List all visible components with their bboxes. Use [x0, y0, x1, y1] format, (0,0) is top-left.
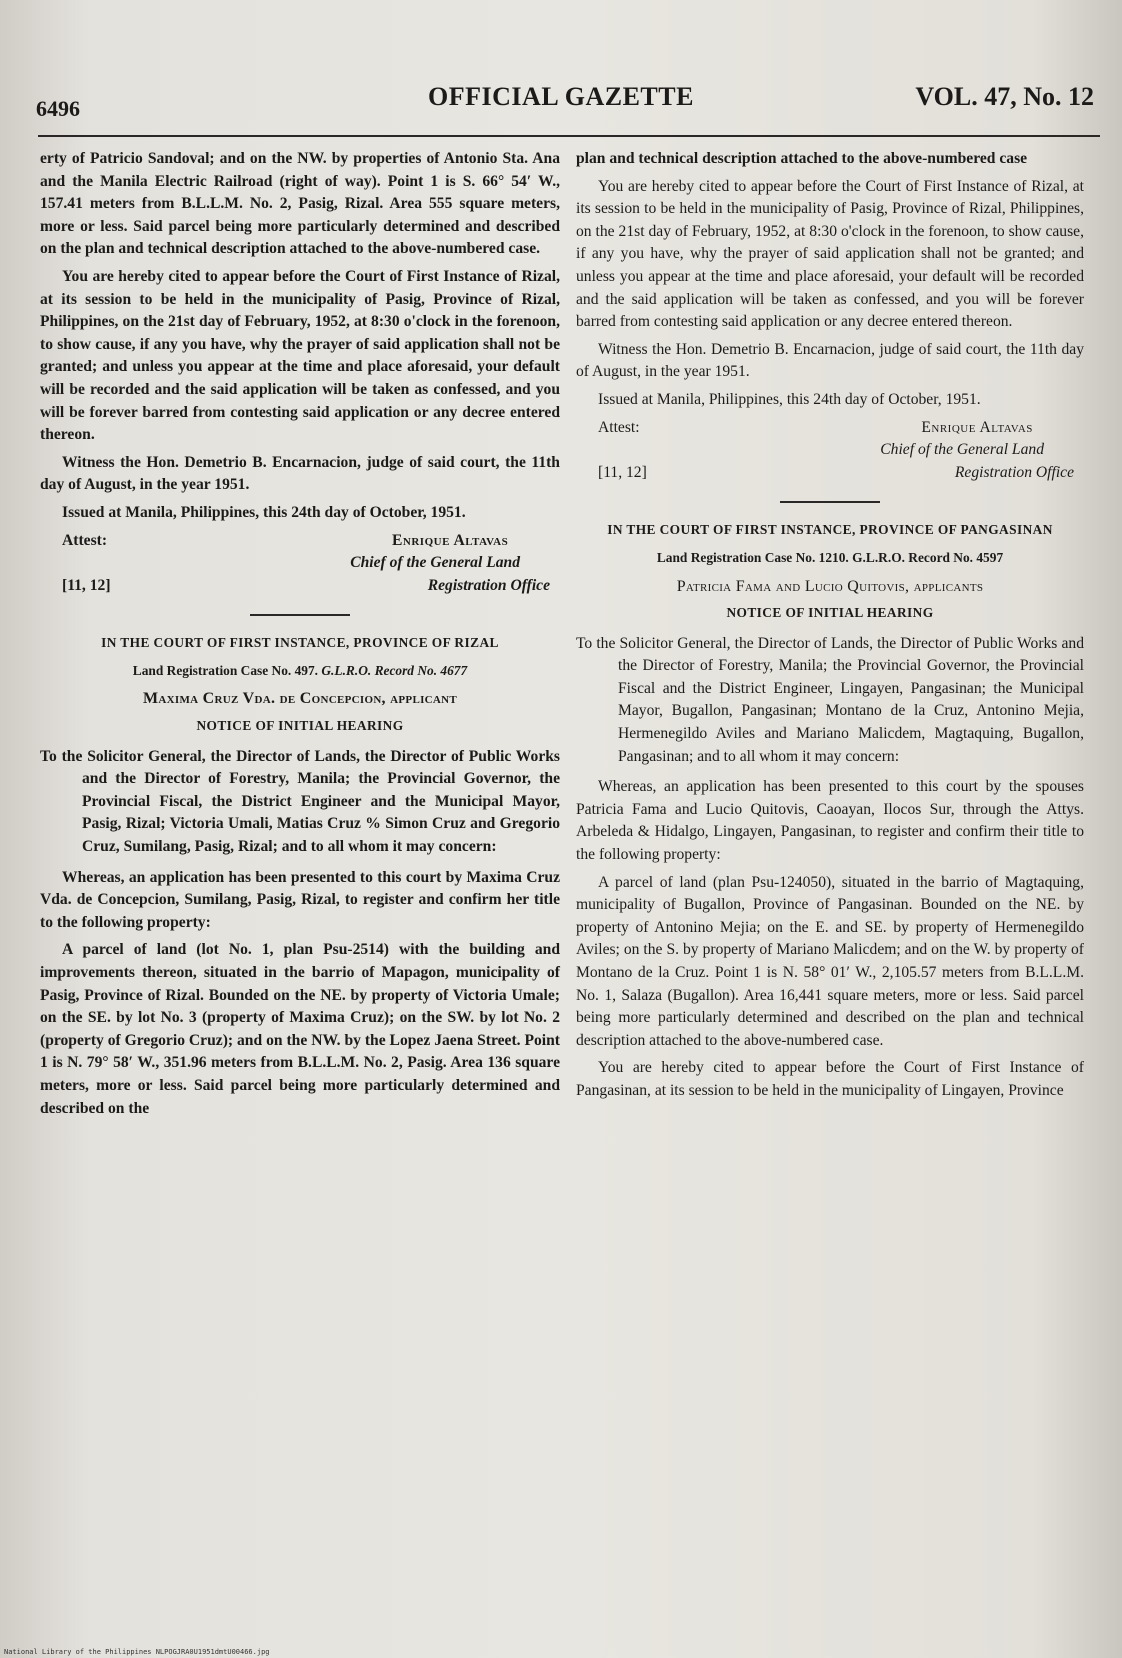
- left-reference: [11, 12]: [62, 577, 111, 595]
- signature-block: [350, 530, 560, 598]
- left-addressees: To the Solicitor General, the Director of Lands, the Director of Public Works and the Director of Forestry, Manila; the Provincial Governor, the Provincial Fiscal, the District Engineer and the Municipal Mayor, Pasig, Rizal; Victoria Umali, Matias Cruz % Simon Cruz and Gregorio Cruz, Sumilang, Pasig, Rizal; and to all whom it may concern:: [40, 747, 560, 856]
- left-paragraph-5: Whereas, an application has been presented to this court by Maxima Cruz Vda. de Concepcion, Sumilang, Pasig, Rizal, to register and confirm her title to the following property:: [40, 868, 560, 931]
- attest-label: Attest:: [62, 531, 108, 549]
- signer-name: Enrique Altavas: [921, 418, 1033, 436]
- signer-title-line-1: Chief of the General Land: [350, 554, 520, 572]
- left-court-heading: IN THE COURT OF FIRST INSTANCE, PROVINCE OF RIZAL: [101, 634, 499, 650]
- right-paragraph-1: plan and technical description attached to the above-numbered case: [576, 150, 1028, 167]
- left-column: [40, 148, 560, 1125]
- right-paragraph-5: Whereas, an application has been presented to this court by the spouses Patricia Fama and Lucio Quitovis, Caoayan, Ilocos Sur, through the Attys. Arbeleda & Hidalgo, Lingayen, Pangasinan, to register and confirm their title to the following property:: [576, 778, 1084, 864]
- left-paragraph-2: You are hereby cited to appear before the Court of First Instance of Rizal, at its session to be held in the municipality of Pasig, Province of Rizal, Philippines, on the 21st day of February, 1952, at 8:30 o'clock in the forenoon, to show cause, if any you have, why the prayer of said application shall not be granted; and unless you appear at the time and place aforesaid, your default will be recorded and the said application will be taken as confessed, and you will be forever barred from contesting said application or any decree entered thereon.: [40, 267, 560, 444]
- left-paragraph-1: erty of Patricio Sandoval; and on the NW. by properties of Antonio Sta. Ana and the Manila Electric Railroad (right of way). Point 1 is S. 66° 54′ W., 157.41 meters from B.L.L.M. No. 2, Pasig, Rizal. Area 555 square meters, more or less. Said parcel being more particularly determined and described on the plan and technical description attached to the above-numbered case.: [40, 150, 560, 258]
- page-number: 6496: [36, 96, 80, 121]
- left-paragraph-4: Issued at Manila, Philippines, this 24th day of October, 1951.: [62, 503, 466, 521]
- right-paragraph-6: A parcel of land (plan Psu-124050), situated in the barrio of Magtaquing, municipality of Bugallon, Province of Pangasinan. Bounded on the NE. by property of Antonino Mejia; on the E. and SE. by property of Hermenegildo Aviles; on the S. by property of Mariano Malicdem; and on the W. by property of Montano de la Cruz. Point 1 is N. 58° 01′ W., 2,105.57 meters from B.L.L.M. No. 1, Salaza (Bugallon). Area 16,441 square meters, more or less. Said parcel being more particularly determined and described on the plan and technical description attached to the above-numbered case.: [576, 873, 1084, 1049]
- left-paragraph-3: Witness the Hon. Demetrio B. Encarnacion, judge of said court, the 11th day of August, in the year 1951.: [40, 453, 560, 494]
- section-divider: [250, 614, 350, 616]
- right-case-number: [576, 547, 1084, 570]
- page-header: [0, 82, 1122, 122]
- left-applicant: Maxima Cruz Vda. de Concepcion, applicant: [142, 690, 458, 708]
- signature-block: [880, 417, 1084, 485]
- scan-footer: National Library of the Philippines NLPOGJRA0U1951dmtU00466.jpg: [4, 1648, 270, 1656]
- section-divider: [780, 501, 880, 503]
- volume-label: VOL. 47, No. 12: [915, 82, 1094, 111]
- signer-title-line-2: Registration Office: [427, 576, 550, 594]
- attest-label: Attest:: [598, 418, 640, 436]
- signer-name: Enrique Altavas: [392, 531, 509, 549]
- case-prefix: Land Registration Case No. 1210.: [656, 549, 849, 565]
- left-paragraph-6: A parcel of land (lot No. 1, plan Psu-2514) with the building and improvements thereon, situated in the barrio of Mapagon, municipality of Pasig, Province of Rizal. Bounded on the NE. by property of Victoria Umale; on the SE. by lot No. 3 (property of Maxima Cruz); on the SW. by lot No. 2 (property of Gregorio Cruz); and on the NW. by the Lopez Jaena Street. Point 1 is N. 79° 58′ W., 351.96 meters from B.L.L.M. No. 2, Pasig. Area 136 square meters, more or less. Said parcel being more particularly determined and described on the: [40, 941, 560, 1117]
- left-notice-title: NOTICE OF INITIAL HEARING: [196, 718, 404, 734]
- signer-title-line-2: Registration Office: [954, 463, 1074, 481]
- left-case-number: [40, 660, 560, 683]
- right-court-heading: IN THE COURT OF FIRST INSTANCE, PROVINCE OF PANGASINAN: [607, 521, 1053, 537]
- right-paragraph-7: You are hereby cited to appear before the Court of First Instance of Pangasinan, at its session to be held in the municipality of Lingayen, Province: [576, 1059, 1084, 1099]
- right-paragraph-3: Witness the Hon. Demetrio B. Encarnacion, judge of said court, the 11th day of August, in the year 1951.: [576, 340, 1084, 381]
- right-column: [576, 148, 1084, 1108]
- header-rule: [38, 135, 1100, 137]
- case-record: G.L.R.O. Record No. 4597: [852, 549, 1004, 565]
- signer-title-line-1: Chief of the General Land: [880, 441, 1044, 459]
- case-record: G.L.R.O. Record No. 4677: [321, 662, 468, 678]
- right-paragraph-2: You are hereby cited to appear before the Court of First Instance of Rizal, at its session to be held in the municipality of Pasig, Province of Rizal, Philippines, on the 21st day of February, 1952, at 8:30 o'clock in the forenoon, to show cause, if any you have, why the prayer of said application shall not be granted; and unless you appear at the time and place aforesaid, your default will be recorded and the said application will be taken as confessed, and you will be forever barred from contesting said application or any decree entered thereon.: [576, 177, 1084, 331]
- right-paragraph-4: Issued at Manila, Philippines, this 24th day of October, 1951.: [598, 390, 981, 408]
- publication-title: OFFICIAL GAZETTE: [428, 82, 694, 111]
- right-addressees: To the Solicitor General, the Director of Lands, the Director of Public Works and the Director of Forestry, Manila; the Provincial Governor, the Provincial Fiscal and the District Engineer, Lingayen, Pangasinan; the Municipal Mayor, Bugallon, Pangasinan; Montano de la Cruz, Antonino Mejia, Hermenegildo Aviles and Mariano Malicdem, Magtaquing, Bugallon, Pangasinan; and to all whom it may concern:: [576, 634, 1084, 765]
- right-notice-title: NOTICE OF INITIAL HEARING: [726, 605, 934, 621]
- case-prefix: Land Registration Case No. 497.: [132, 662, 319, 678]
- right-reference: [11, 12]: [598, 464, 647, 482]
- right-applicant: Patricia Fama and Lucio Quitovis, applicants: [676, 577, 984, 595]
